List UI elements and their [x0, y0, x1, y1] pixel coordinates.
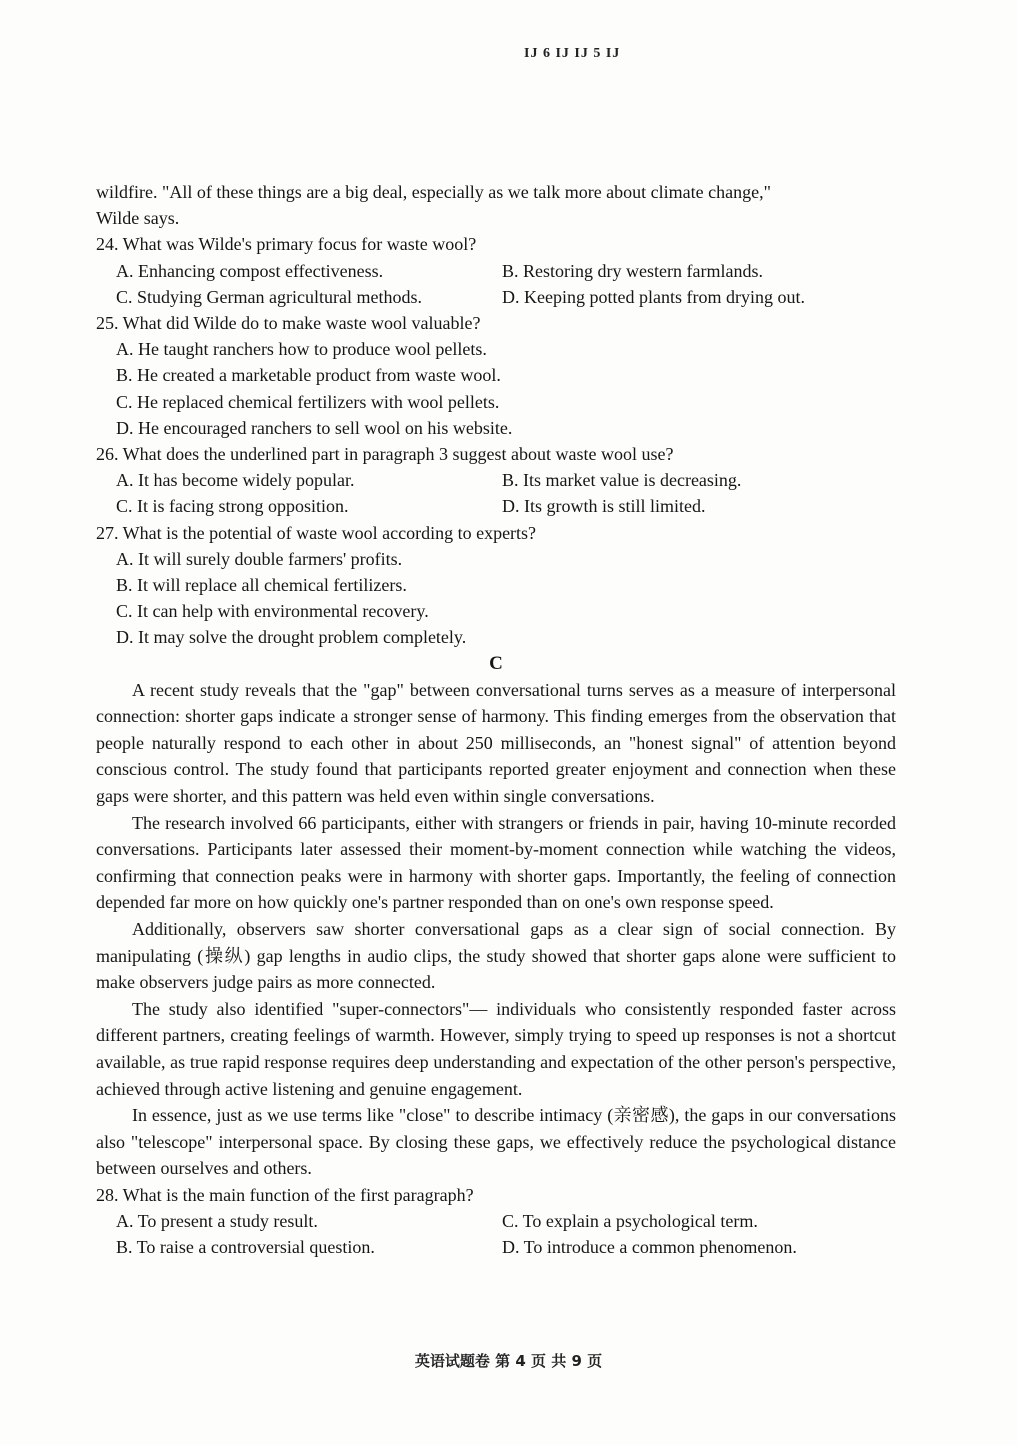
page-header-code: IJ 6 IJ IJ 5 IJ [524, 46, 621, 61]
question-27-stem: 27. What is the potential of waste wool according to experts? [96, 522, 537, 543]
question-24-option-a: A. Enhancing compost effectiveness. [116, 260, 384, 281]
question-28-options-row-1 [96, 1208, 896, 1234]
passage-paragraph-4: The study also identified "super-connectors"— individuals who consistently responded faster across different partners, creating feelings of warmth. However, simply trying to speed up responses is not a shortcut available, as true rapid response requires deep understanding and expectation of the other person's perspective, achieved through active listening and genuine engagement. [96, 998, 896, 1099]
passage-paragraph-1: A recent study reveals that the "gap" between conversational turns serves as a measure of interpersonal connection: shorter gaps indicate a stronger sense of harmony. This finding emerges from the observation that people naturally respond to each other in about 250 milliseconds, an "honest signal" of attention beyond conscious control. The study found that participants reported greater enjoyment and connection when these gaps were shorter, and this pattern was held even within single conversations. [96, 679, 896, 807]
question-24-option-b: B. Restoring dry western farmlands. [502, 260, 763, 281]
passage-paragraph-5: In essence, just as we use terms like "close" to describe intimacy (亲密感), the gaps in our conversations also "telescope" interpersonal space. By closing these gaps, we effectively reduce the psychological distance between ourselves and others. [96, 1105, 896, 1179]
section-c-heading: C [489, 652, 503, 674]
question-26-option-a: A. It has become widely popular. [116, 470, 355, 491]
question-28-option-d: D. To introduce a common phenomenon. [502, 1237, 797, 1258]
question-26-option-d: D. Its growth is still limited. [502, 496, 706, 517]
question-24-option-d: D. Keeping potted plants from drying out. [502, 286, 805, 307]
question-26-stem: 26. What does the underlined part in paragraph 3 suggest about waste wool use? [96, 444, 674, 465]
question-25-stem: 25. What did Wilde do to make waste wool valuable? [96, 313, 481, 334]
question-25-option-d: D. He encouraged ranchers to sell wool on his website. [116, 417, 513, 438]
question-27-option-a: A. It will surely double farmers' profits. [116, 548, 403, 569]
page-footer: 英语试题卷 第 4 页 共 9 页 [414, 1352, 603, 1370]
question-28-stem: 28. What is the main function of the first paragraph? [96, 1184, 474, 1205]
question-28-option-a: A. To present a study result. [116, 1211, 318, 1232]
question-28-option-b: B. To raise a controversial question. [116, 1237, 375, 1258]
question-24-option-c: C. Studying German agricultural methods. [116, 286, 422, 307]
question-28-option-c: C. To explain a psychological term. [502, 1211, 758, 1232]
question-25-option-c: C. He replaced chemical fertilizers with wool pellets. [116, 391, 500, 412]
question-26-options-row-1 [96, 467, 896, 493]
passage-paragraph-2: The research involved 66 participants, either with strangers or friends in pair, having 10-minute recorded conversations. Participants later assessed their moment-by-moment connection while watching the videos, confirming that connection peaks were in harmony with shorter gaps. Importantly, the feeling of connection depended far more on how quickly one's partner responded than on one's own response speed. [96, 812, 896, 913]
question-27-option-c: C. It can help with environmental recovery. [116, 601, 429, 622]
question-27-option-d: D. It may solve the drought problem completely. [116, 627, 467, 648]
question-25-option-b: B. He created a marketable product from waste wool. [116, 365, 501, 386]
question-27-option-b: B. It will replace all chemical fertilizers. [116, 575, 407, 596]
question-24-options-row-1 [96, 258, 896, 284]
question-24-options-row-2 [96, 284, 896, 310]
question-26-option-b: B. Its market value is decreasing. [502, 470, 742, 491]
exam-page-content [96, 179, 896, 1261]
question-24-stem: 24. What was Wilde's primary focus for waste wool? [96, 234, 477, 255]
passage-paragraph-3: Additionally, observers saw shorter conversational gaps as a clear sign of social connection. By manipulating (操纵) gap lengths in audio clips, the study showed that shorter gaps alone were sufficient to make observers judge pairs as more connected. [96, 919, 896, 993]
question-28-options-row-2 [96, 1234, 896, 1260]
question-26-options-row-2 [96, 493, 896, 519]
question-25-option-a: A. He taught ranchers how to produce wool pellets. [116, 339, 487, 360]
intro-line-1: wildfire. "All of these things are a big deal, especially as we talk more about climate change," [96, 182, 771, 202]
question-26-option-c: C. It is facing strong opposition. [116, 496, 349, 517]
intro-line-2: Wilde says. [96, 208, 180, 229]
